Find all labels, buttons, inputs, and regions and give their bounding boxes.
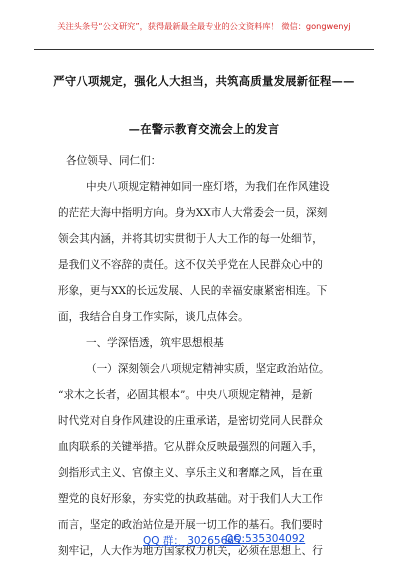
body-line: 而言，坚定的政治站位是开展一切工作的基石。我们要时 xyxy=(58,519,323,531)
doc-subtitle: —在警示教育交流会上的发言 xyxy=(128,122,280,136)
section-heading: 一、学深悟透，筑牢思想根基 xyxy=(86,337,224,349)
doc-body xyxy=(58,148,358,564)
footer-qq-group[interactable]: QQ 群： 30265665 xyxy=(143,535,241,547)
body-line: 各位领导、同仁们： xyxy=(66,155,162,167)
header-promo-note: 关注头条号“公文研究”，获得最新最全最专业的公文资料库！ 微信：gongwenyj xyxy=(57,21,351,31)
body-line: 领会其内涵，并将其切实贯彻于人大工作的每一处细节， xyxy=(58,233,323,245)
body-line: 刻牢记，人大作为地方国家权力机关，必须在思想上、行 xyxy=(58,545,323,557)
doc-title: 严守八项规定，强化人大担当，共筑高质量发展新征程—— xyxy=(53,74,355,88)
body-line: 是我们义不容辞的责任。这不仅关乎党在人民群众心中的 xyxy=(58,259,323,271)
body-line: 剑指形式主义、官僚主义、享乐主义和奢靡之风，旨在重 xyxy=(58,467,323,479)
header-divider xyxy=(34,49,374,50)
body-line: 中央八项规定精神如同一座灯塔，为我们在作风建设 xyxy=(86,181,330,193)
body-line: 形象，更与XX的长远发展、人民的幸福安康紧密相连。下 xyxy=(58,285,328,297)
subsection-heading: （一）深刻领会八项规定精神实质，坚定政治站位。 xyxy=(86,363,330,375)
footer-qq-contact[interactable]: QQ:535304092 xyxy=(225,533,306,545)
body-line: 血肉联系的关键举措。它从群众反映最强烈的问题入手， xyxy=(58,441,323,453)
body-line: 的茫茫大海中指明方向。身为XX市人大常委会一员，深刻 xyxy=(58,207,328,219)
body-line: 时代党对自身作风建设的庄重承诺，是密切党同人民群众 xyxy=(58,415,323,427)
body-line: “求木之长者，必固其根本”。中央八项规定精神，是新 xyxy=(58,389,313,401)
body-line: 塑党的良好形象，夯实党的执政基础。对于我们人大工作 xyxy=(58,493,323,505)
body-line: 面，我结合自身工作实际，谈几点体会。 xyxy=(58,311,249,323)
